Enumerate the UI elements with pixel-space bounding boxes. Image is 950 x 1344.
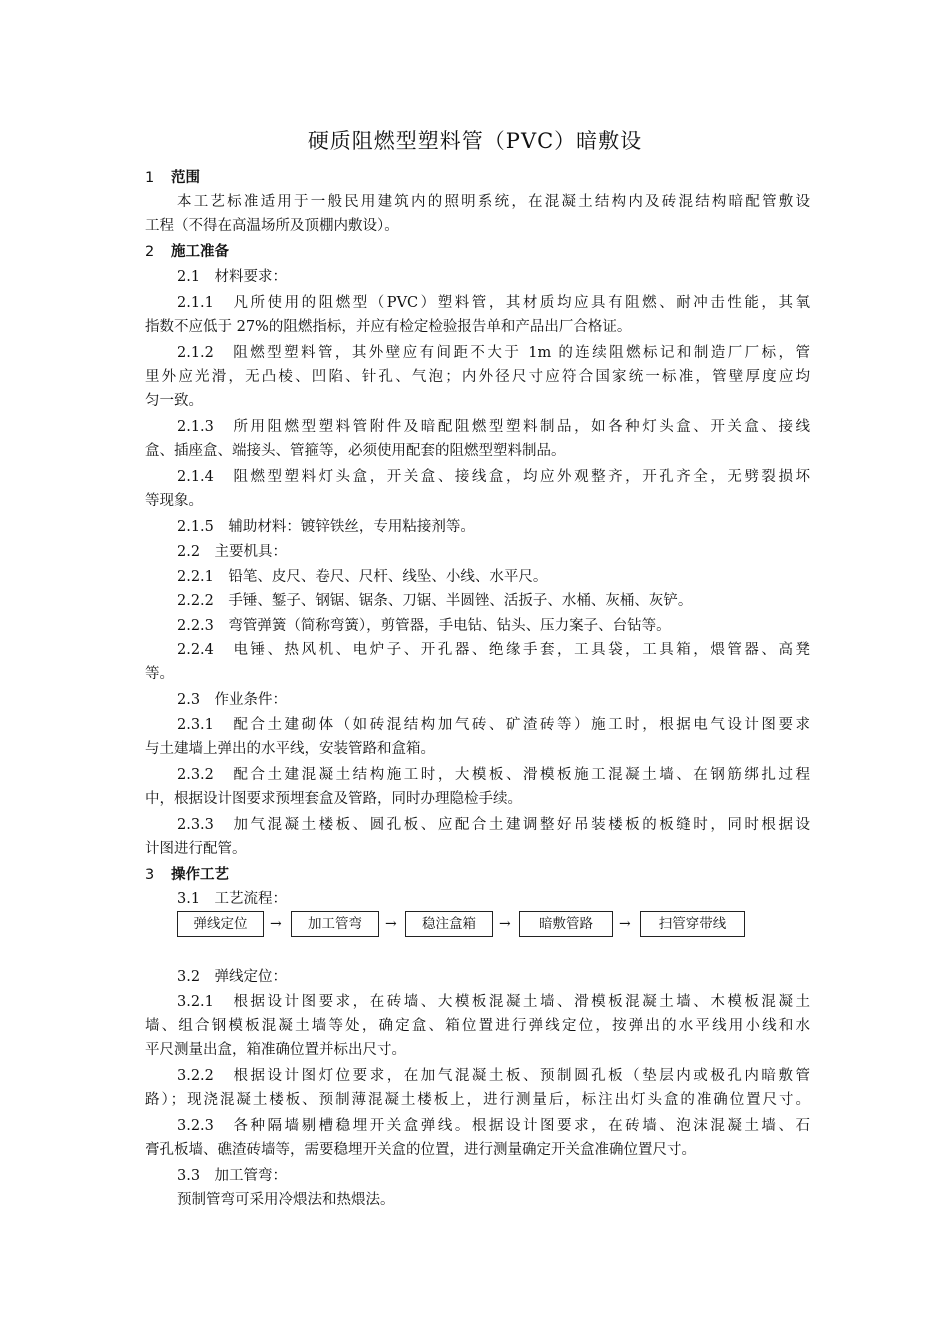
paragraph-line: 2.1.3 所用阻燃型塑料管附件及暗配阻燃型塑料制品，如各种灯头盒、开关盒、接线: [177, 419, 810, 435]
paragraph-line: 2.1.5 辅助材料：镀锌铁丝，专用粘接剂等。: [177, 519, 475, 535]
paragraph-line: 2.2.4 电锤、热风机、电炉子、开孔器、绝缘手套，工具袋，工具箱，煨管器、高凳: [177, 642, 810, 658]
flow-step: 扫管穿带线: [640, 911, 745, 937]
paragraph-line: 里外应光滑，无凸棱、凹陷、针孔、气泡；内外径尺寸应符合国家统一标准，管壁厚度应均: [145, 369, 810, 385]
paragraph-line: 路）；现浇混凝土楼板、预制薄混凝土楼板上，进行测量后，标注出灯头盒的准确位置尺寸。: [145, 1092, 810, 1108]
paragraph-line: 指数不应低于 27%的阻燃指标，并应有检定检验报告单和产品出厂合格证。: [145, 319, 632, 335]
flow-step: 弹线定位: [177, 911, 264, 937]
paragraph-line: 膏孔板墙、礁渣砖墙等，需要稳埋开关盒的位置，进行测量确定开关盒准确位置尺寸。: [145, 1142, 696, 1158]
paragraph-line: 3.2.2 根据设计图灯位要求，在加气混凝土板、预制圆孔板（垫层内或极孔内暗敷管: [177, 1068, 810, 1084]
paragraph-line: 中，根据设计图要求预埋套盒及管路，同时办理隐检手续。: [145, 791, 522, 807]
flow-arrow-icon: →: [385, 916, 397, 932]
paragraph-line: 等。: [145, 666, 174, 682]
section-number: 2: [145, 244, 155, 260]
paragraph-line: 2.3.3 加气混凝土楼板、圆孔板、应配合土建调整好吊装楼板的板缝时，同时根据设: [177, 817, 810, 833]
paragraph-line: 计图进行配管。: [145, 841, 247, 857]
paragraph-line: 2.3.2 配合土建混凝土结构施工时，大模板、滑模板施工混凝土墙、在钢筋绑扎过程: [177, 767, 810, 783]
section-title: 操作工艺: [171, 867, 229, 883]
paragraph-line: 平尺测量出盒，箱准确位置并标出尺寸。: [145, 1042, 406, 1058]
section-1-heading: [145, 166, 200, 190]
section-number: 1: [145, 170, 155, 186]
paragraph-line: 3.2.1 根据设计图要求，在砖墙、大模板混凝土墙、滑模板混凝土墙、木模板混凝土: [177, 994, 810, 1010]
paragraph-line: 2.1.2 阻燃型塑料管，其外壁应有间距不大于 1m 的连续阻燃标记和制造厂厂标，管: [177, 345, 810, 361]
section-3-heading: [145, 863, 229, 887]
flow-step: 稳注盒箱: [405, 911, 493, 937]
flow-arrow-icon: →: [270, 916, 282, 932]
paragraph-line: 盒、插座盒、端接头、管箍等，必须使用配套的阻燃型塑料制品。: [145, 443, 566, 459]
paragraph-line: 匀一致。: [145, 393, 203, 409]
flow-step: 加工管弯: [291, 911, 379, 937]
section-number: 3: [145, 867, 155, 883]
flow-arrow-icon: →: [619, 916, 631, 932]
section-2-heading: [145, 240, 229, 264]
subsection-heading: 2.1 材料要求：: [177, 269, 288, 285]
paragraph-line: 与土建墙上弹出的水平线，安装管路和盒箱。: [145, 741, 435, 757]
paragraph-line: 2.2.3 弯管弹簧（简称弯簧），剪管器，手电钻、钻头、压力案子、台钻等。: [177, 618, 671, 634]
paragraph-line: 2.3.1 配合土建砌体（如砖混结构加气砖、矿渣砖等）施工时，根据电气设计图要求: [177, 717, 810, 733]
section-title: 范围: [171, 170, 200, 186]
subsection-heading: 3.3 加工管弯：: [177, 1168, 288, 1184]
subsection-heading: 2.3 作业条件：: [177, 692, 288, 708]
section-title: 施工准备: [171, 244, 229, 260]
subsection-heading: 2.2 主要机具：: [177, 544, 288, 560]
paragraph-line: 3.2.3 各种隔墙剔槽稳埋开关盒弹线。根据设计图要求，在砖墙、泡沫混凝土墙、石: [177, 1118, 810, 1134]
paragraph-line: 工程（不得在高温场所及顶棚内敷设）。: [145, 218, 399, 234]
page-title: 硬质阻燃型塑料管（PVC）暗敷设: [307, 129, 643, 153]
paragraph-line: 墙、组合钢模板混凝土墙等处，确定盒、箱位置进行弹线定位，按弹出的水平线用小线和水: [145, 1018, 810, 1034]
paragraph-line: 等现象。: [145, 493, 203, 509]
subsection-heading: 3.1 工艺流程：: [177, 891, 288, 907]
paragraph-line: 2.1.1 凡所使用的阻燃型（PVC）塑料管，其材质均应具有阻燃、耐冲击性能，其氧: [177, 295, 810, 311]
flow-step: 暗敷管路: [519, 911, 613, 937]
subsection-heading: 3.2 弹线定位：: [177, 969, 288, 985]
paragraph-line: 预制管弯可采用冷煨法和热煨法。: [177, 1192, 395, 1208]
paragraph-line: 本工艺标准适用于一般民用建筑内的照明系统，在混凝土结构内及砖混结构暗配管敷设: [177, 194, 810, 210]
paragraph-line: 2.2.1 铅笔、皮尺、卷尺、尺杆、线坠、小线、水平尺。: [177, 569, 548, 585]
paragraph-line: 2.2.2 手锤、錾子、钢锯、锯条、刀锯、半圆锉、活扳子、水桶、灰桶、灰铲。: [177, 593, 693, 609]
flow-arrow-icon: →: [499, 916, 511, 932]
paragraph-line: 2.1.4 阻燃型塑料灯头盒，开关盒、接线盒，均应外观整齐，开孔齐全，无劈裂损坏: [177, 469, 810, 485]
